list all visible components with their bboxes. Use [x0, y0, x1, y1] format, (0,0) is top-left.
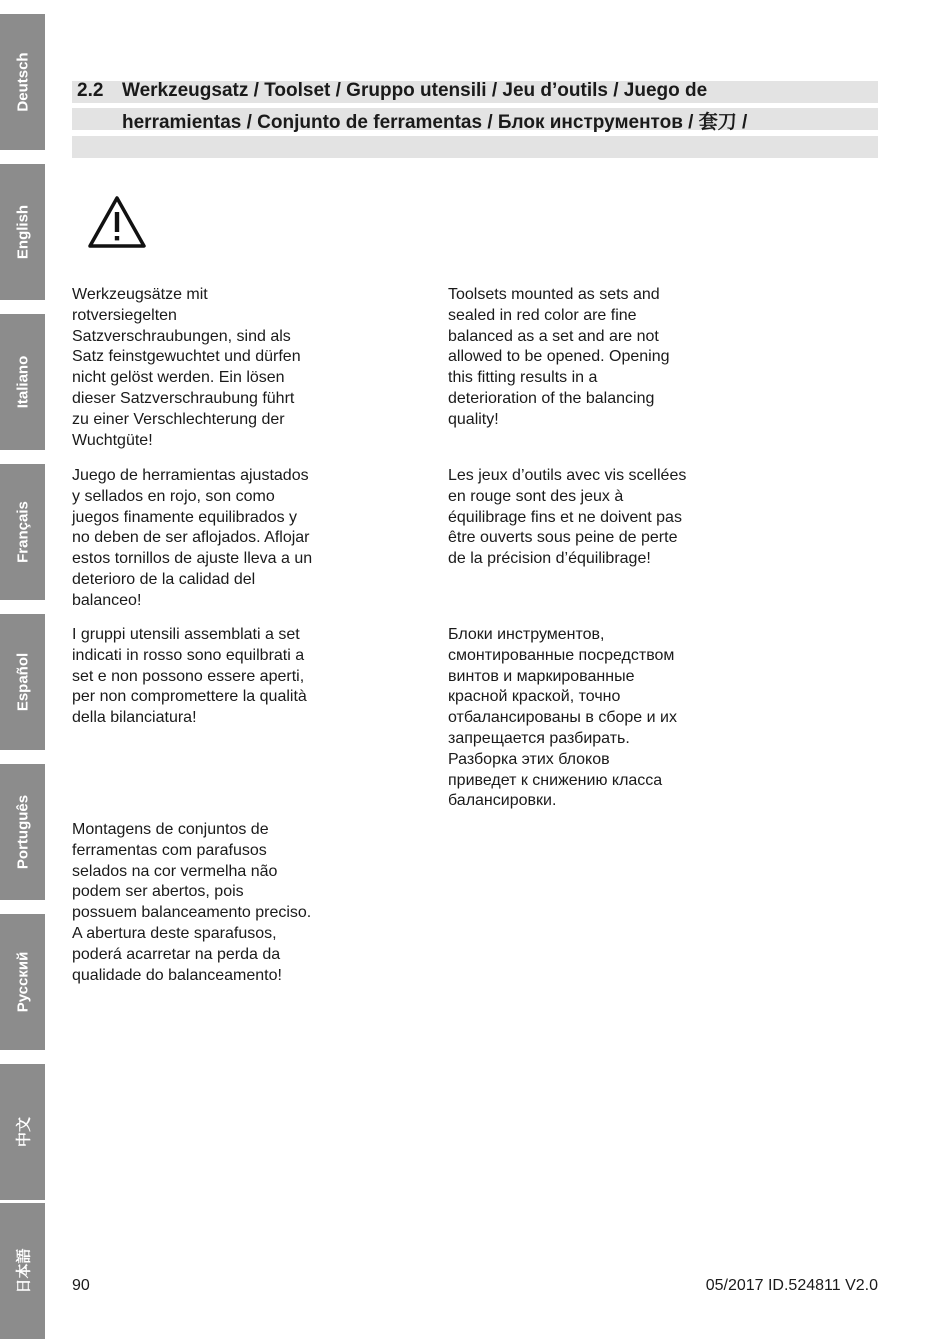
paragraph-italian: I gruppi utensili assemblati a set indicati in rosso sono equilbrati a set e non possono essere aperti, per non compromettere la qualità della bilanciatura!	[72, 626, 307, 727]
tab-deutsch[interactable]	[0, 14, 45, 150]
tab-japanese[interactable]	[0, 1203, 45, 1339]
section-number: 2.2	[77, 80, 104, 101]
tab-francais[interactable]	[0, 464, 45, 600]
heading-bar-3	[72, 136, 878, 158]
tab-label-portugues: Português	[14, 794, 31, 870]
paragraph-german: Werkzeugsätze mit rotversiegelten Satzverschraubungen, sind als Satz feinstgewuchtet und dürfen nicht gelöst werden. Ein lösen dieser Satzverschraubung führt zu einer Verschlechterung der Wuchtgüte!	[72, 286, 301, 449]
section-title-line-2: herramientas / Conjunto de ferramentas / Блок инструментов / 套刀 /	[122, 112, 748, 133]
document-id: 05/2017 ID.524811 V2.0	[705, 1277, 878, 1294]
tab-portugues[interactable]	[0, 764, 45, 900]
warning-triangle-icon	[86, 194, 148, 250]
tab-label-japanese: 日本語	[15, 1248, 32, 1294]
paragraph-french: Les jeux d’outils avec vis scellées en rouge sont des jeux à équilibrage fins et ne doivent pas être ouverts sous peine de perte de la précision d’équilibrage!	[448, 467, 687, 568]
paragraph-english: Toolsets mounted as sets and sealed in red color are fine balanced as a set and are not allowed to be opened. Opening this fitting results in a deterioration of the balancing quality!	[448, 286, 670, 428]
tab-label-espanol: Español	[14, 652, 31, 712]
tab-english[interactable]	[0, 164, 45, 300]
tab-label-francais: Français	[14, 501, 31, 563]
tab-espanol[interactable]	[0, 614, 45, 750]
tab-russian[interactable]	[0, 914, 45, 1050]
tab-label-chinese: 中文	[15, 1116, 32, 1148]
tab-label-english: English	[14, 204, 31, 260]
paragraph-portuguese: Montagens de conjuntos de ferramentas com parafusos selados na cor vermelha não podem ser abertos, pois possuem balanceamento preciso. A abertura deste sparafusos, poderá acarretar na perda da qualidade do balanceamento!	[72, 821, 312, 984]
paragraph-spanish: Juego de herramientas ajustados y sellados en rojo, son como juegos finamente equilibrados y no deben de ser aflojados. Aflojar estos tornillos de ajuste lleva a un deterioro de la calidad del balanceo!	[72, 467, 313, 609]
tab-label-italiano: Italiano	[14, 355, 31, 409]
section-title-line-1: Werkzeugsatz / Toolset / Gruppo utensili / Jeu d’outils / Juego de	[122, 80, 708, 101]
tab-italiano[interactable]	[0, 314, 45, 450]
tab-label-russian: Русский	[14, 951, 31, 1013]
tab-chinese[interactable]	[0, 1064, 45, 1200]
tab-label-deutsch: Deutsch	[14, 52, 31, 112]
paragraph-russian: Блоки инструментов, смонтированные посредством винтов и маркированные красной краской, точно отбалансированы в сборе и их запрещается разбирать. Разборка этих блоков приведет к снижению класса балансировки.	[448, 626, 677, 810]
page-number: 90	[72, 1277, 90, 1294]
language-tab-strip	[0, 0, 46, 1339]
